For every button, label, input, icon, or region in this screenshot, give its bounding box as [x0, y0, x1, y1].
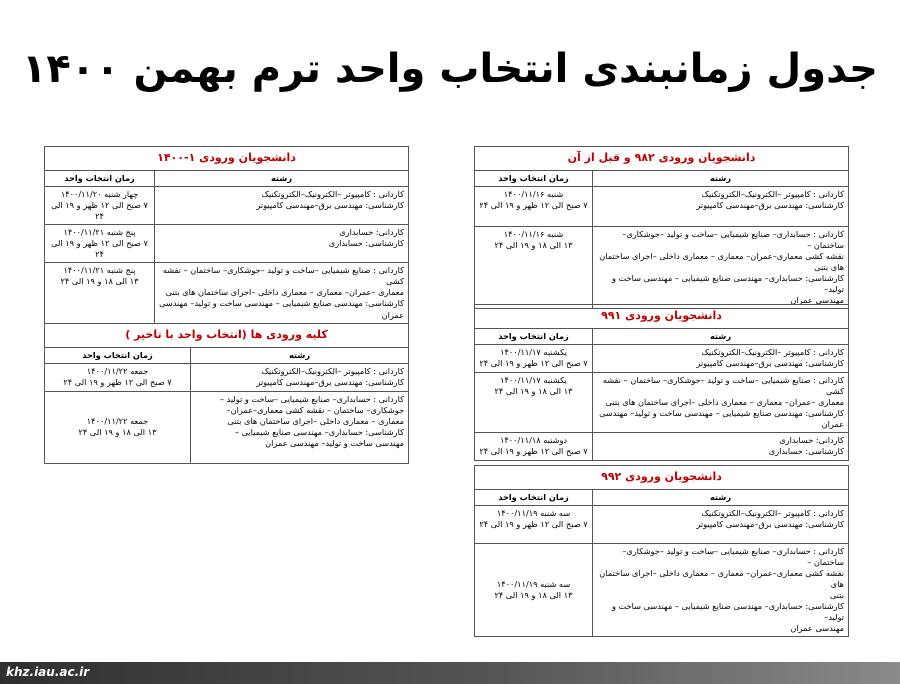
time-cell: دوشنبه ۱۴۰۰/۱۱/۱۸ ۷ صبح الی ۱۲ ظهر و ۱۹ الی ۲۴ [475, 433, 593, 461]
major-cell: کاردانی : کامپیوتر –الکترونیک–الکتروتکنیک کارشناسی: مهندسی برق–مهندسی کامپیوتر [593, 186, 849, 226]
table-row [475, 505, 849, 543]
table-row [475, 226, 849, 308]
major-cell: کاردانی: حسابداری کارشناسی: حسابداری [593, 433, 849, 461]
column-header-major: رشته [155, 170, 409, 186]
major-cell: کاردانی : کامپیوتر –الکترونیک–الکتروتکنیک کارشناسی: مهندسی برق–مهندسی کامپیوتر [191, 363, 409, 391]
table-row [45, 391, 409, 463]
time-cell: یکشنبه ۱۴۰۰/۱۱/۱۷ ۱۳ الی ۱۸ و ۱۹ الی ۲۴ [475, 372, 593, 432]
website-link[interactable]: khz.iau.ac.ir [6, 665, 90, 679]
major-cell: کاردانی : حسابداری– صنایع شیمیایی –ساخت و تولید –جوشکاری– ساختمان – نقشه کشی معماری–عمران– معماری – معماری داخلی –اجرای ساختمان های بتنی کارشناسی: حسابداری– مهندسی صنایع شیمیایی – مهندسی ساخت و تولید– مهندسی عمران [593, 543, 849, 637]
column-header-time: زمان انتخاب واحد [475, 489, 593, 505]
table-caption: دانشجویان ورودی ۱-۱۴۰۰ [45, 147, 409, 171]
table-row [475, 433, 849, 461]
schedule-table-982 [474, 146, 849, 309]
table-row [475, 186, 849, 226]
column-header-major: رشته [593, 328, 849, 344]
major-cell: کاردانی : کامپیوتر –الکترونیک–الکتروتکنیک کارشناسی: مهندسی برق–مهندسی کامپیوتر [593, 344, 849, 372]
major-cell: کاردانی : صنایع شیمیایی –ساخت و تولید –جوشکاری– ساختمان – نقشه کشی معماری –عمران– معماری – معماری داخلی –اجرای ساختمان های بتنی کارشناسی: مهندسی صنایع شیمیایی – مهندسی ساخت و تولید– مهندسی عمران [593, 372, 849, 432]
time-cell: شنبه ۱۴۰۰/۱۱/۱۶ ۱۳ الی ۱۸ و ۱۹ الی ۲۴ [475, 226, 593, 308]
schedule-table-1400 [44, 146, 409, 324]
time-cell: سه شنبه ۱۴۰۰/۱۱/۱۹ ۷ صبح الی ۱۲ ظهر و ۱۹ الی ۲۴ [475, 505, 593, 543]
table-row [45, 186, 409, 224]
table-row [45, 363, 409, 391]
schedule-table-late [44, 323, 409, 464]
column-header-time: زمان انتخاب واحد [475, 328, 593, 344]
time-cell: چهار شنبه ۱۴۰۰/۱۱/۲۰ ۷ صبح الی ۱۲ ظهر و ۱۹ الی ۲۴ [45, 186, 155, 224]
table-caption: کلیه ورودی ها (انتخاب واحد با تاخیر ) [45, 324, 409, 348]
table-row [45, 263, 409, 323]
schedule-table-991 [474, 304, 849, 461]
time-cell: جمعه ۱۴۰۰/۱۱/۲۲ ۷ صبح الی ۱۲ ظهر و ۱۹ الی ۲۴ [45, 363, 191, 391]
major-cell: کاردانی: حسابداری کارشناسی: حسابداری [155, 225, 409, 263]
time-cell: جمعه ۱۴۰۰/۱۱/۲۲ ۱۳ الی ۱۸ و ۱۹ الی ۲۴ [45, 391, 191, 463]
column-header-time: زمان انتخاب واحد [475, 170, 593, 186]
column-header-major: رشته [593, 489, 849, 505]
table-row [45, 225, 409, 263]
column-header-time: زمان انتخاب واحد [45, 347, 191, 363]
table-row [475, 372, 849, 432]
table-row [475, 344, 849, 372]
table-caption: دانشجویان ورودی ۹۹۱ [475, 305, 849, 329]
time-cell: شنبه ۱۴۰۰/۱۱/۱۶ ۷ صبح الی ۱۲ ظهر و ۱۹ الی ۲۴ [475, 186, 593, 226]
page-title: جدول زمانبندی انتخاب واحد ترم بهمن ۱۴۰۰ [21, 46, 879, 92]
column-header-time: زمان انتخاب واحد [45, 170, 155, 186]
column-header-major: رشته [191, 347, 409, 363]
time-cell: سه شنبه ۱۴۰۰/۱۱/۱۹ ۱۳ الی ۱۸ و ۱۹ الی ۲۴ [475, 543, 593, 637]
table-caption: دانشجویان ورودی ۹۸۲ و قبل از آن [475, 147, 849, 171]
table-row [475, 543, 849, 637]
major-cell: کاردانی : حسابداری– صنایع شیمیایی –ساخت و تولید – جوشکاری– ساختمان – نقشه کشی معماری–عمران– معماری – معماری داخلی –اجرای ساختمان های بتنی کارشناسی: حسابداری– مهندسی صنایع شیمیایی – مهندسی ساخت و تولید– مهندسی عمران [191, 391, 409, 463]
schedule-table-992 [474, 465, 849, 637]
footer-bar [0, 662, 900, 684]
major-cell: کاردانی : کامپیوتر –الکترونیک–الکتروتکنیک کارشناسی: مهندسی برق–مهندسی کامپیوتر [155, 186, 409, 224]
time-cell: پنج شنبه ۱۴۰۰/۱۱/۲۱ ۱۳ الی ۱۸ و ۱۹ الی ۲۴ [45, 263, 155, 323]
time-cell: پنج شنبه ۱۴۰۰/۱۱/۲۱ ۷ صبح الی ۱۲ ظهر و ۱۹ الی ۲۴ [45, 225, 155, 263]
column-header-major: رشته [593, 170, 849, 186]
time-cell: یکشنبه ۱۴۰۰/۱۱/۱۷ ۷ صبح الی ۱۲ ظهر و ۱۹ الی ۲۴ [475, 344, 593, 372]
table-caption: دانشجویان ورودی ۹۹۲ [475, 466, 849, 490]
major-cell: کاردانی : صنایع شیمیایی –ساخت و تولید –جوشکاری– ساختمان – نقشه کشی معماری –عمران– معماری – معماری داخلی –اجرای ساختمان های بتنی کارشناسی: مهندسی صنایع شیمیایی – مهندسی ساخت و تولید– مهندسی عمران [155, 263, 409, 323]
major-cell: کاردانی : کامپیوتر –الکترونیک–الکتروتکنیک کارشناسی: مهندسی برق–مهندسی کامپیوتر [593, 505, 849, 543]
major-cell: کاردانی : حسابداری– صنایع شیمیایی –ساخت و تولید –جوشکاری– ساختمان – نقشه کشی معماری–عمران– معماری – معماری داخلی –اجرای ساختمان های بتنی کارشناسی: حسابداری– مهندسی صنایع شیمیایی – مهندسی ساخت و تولید– مهندسی عمران [593, 226, 849, 308]
